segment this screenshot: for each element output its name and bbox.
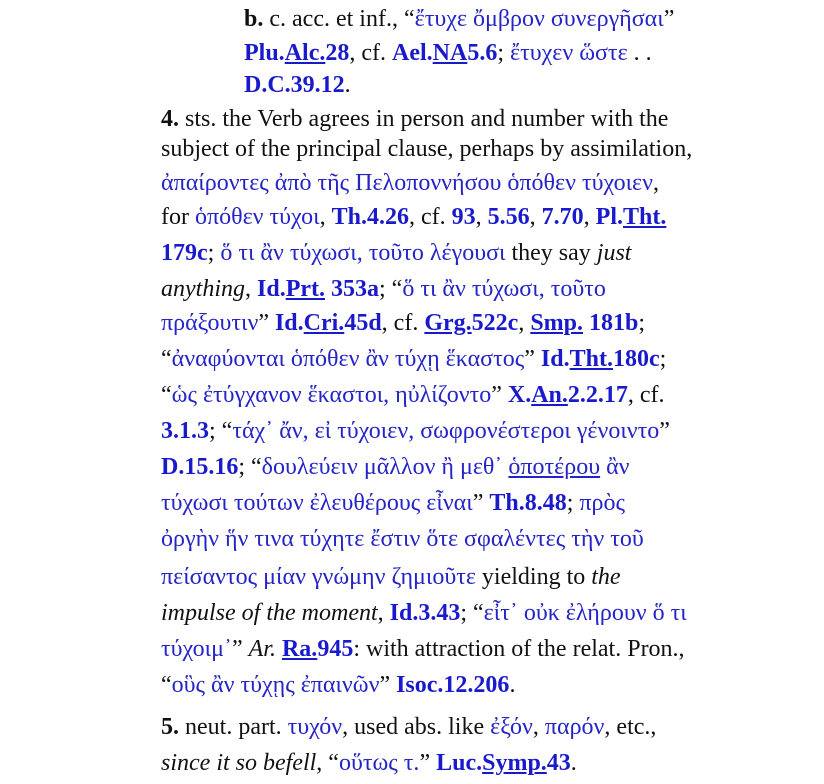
text: neut. part. xyxy=(179,714,288,740)
ref-link[interactable]: D.C.39.12 xyxy=(244,72,345,98)
greek-underlined: ὁποτέρου xyxy=(508,454,601,480)
ref-link[interactable]: D.15.16 xyxy=(161,454,239,480)
greek-text: ἀναφύονται ὁπόθεν ἂν τύχῃ ἕκαστος xyxy=(171,346,525,372)
text: ” xyxy=(231,636,249,662)
ref-link[interactable]: 28 xyxy=(325,40,350,66)
text: “ xyxy=(161,672,172,698)
text: . xyxy=(344,72,351,98)
ref-link[interactable]: Tht. xyxy=(569,346,613,372)
line-12 xyxy=(161,378,665,412)
greek-text: ὀργὴν ἥν τινα τύχητε ἔστιν ὅτε σφαλέντες τὴν τοῦ xyxy=(161,526,644,552)
text: : with attraction of the relat. Pron., xyxy=(353,636,685,662)
line-17 xyxy=(161,560,621,594)
italic-text: anything xyxy=(161,276,245,302)
text: ” xyxy=(419,750,437,776)
line-21 xyxy=(161,710,656,744)
ref-link[interactable]: NA xyxy=(432,40,468,66)
ref-link[interactable]: Grg. xyxy=(424,310,472,336)
ref-link[interactable]: 522c xyxy=(471,310,519,336)
italic-text: the xyxy=(591,564,621,590)
greek-text: ὡς ἐτύγχανον ἕκαστοι, ηὐλίζοντο xyxy=(171,382,492,408)
greek-text: τύχωσι τούτων ἐλευθέρους εἶναι xyxy=(161,490,473,516)
line-22 xyxy=(161,746,577,780)
ref-link[interactable]: Pl. xyxy=(595,204,623,230)
line-13 xyxy=(161,414,670,448)
ref-link[interactable]: Symp. xyxy=(482,750,547,776)
greek-text: παρόν xyxy=(544,714,605,740)
text: ; “ xyxy=(238,454,262,480)
greek-text: πράξουτιν xyxy=(161,310,259,336)
line-19 xyxy=(161,632,685,666)
line-16 xyxy=(161,522,644,556)
text: ” xyxy=(472,490,490,516)
line-1 xyxy=(244,2,674,36)
greek-text: ἀπαίροντες ἀπὸ τῆς Πελοποννήσου ὁπόθεν τύχοιεν xyxy=(161,170,653,196)
line-10 xyxy=(161,306,645,340)
text: ” xyxy=(659,418,670,444)
italic-text: just xyxy=(596,240,632,266)
text: , cf. xyxy=(349,40,392,66)
line-11 xyxy=(161,342,666,376)
text: , xyxy=(245,276,257,302)
ref-link[interactable]: Prt. xyxy=(285,276,325,302)
text: , used abs. like xyxy=(342,714,491,740)
ref-link[interactable]: 45d xyxy=(344,310,382,336)
ref-link[interactable]: 181b xyxy=(583,310,639,336)
text: , etc., xyxy=(604,714,657,740)
line-5 xyxy=(161,132,692,166)
text: ; xyxy=(207,240,221,266)
text: , cf. xyxy=(409,204,452,230)
text: , xyxy=(377,600,390,626)
ref-link[interactable]: 945 xyxy=(317,636,354,662)
line-3 xyxy=(244,68,351,102)
text: ; xyxy=(659,346,667,372)
section-marker-4: 4. xyxy=(161,106,179,132)
greek-text: πρὸς xyxy=(579,490,625,516)
text: subject of the principal clause, perhaps by assimilation, xyxy=(161,136,693,162)
ref-link[interactable]: Smp. xyxy=(530,310,583,336)
text: , cf. xyxy=(381,310,425,336)
text: ” xyxy=(524,346,541,372)
italic-text: impulse of the moment xyxy=(161,600,378,626)
ref-link[interactable]: 93 xyxy=(451,204,476,230)
line-15 xyxy=(161,486,625,520)
ref-link[interactable]: 2.2.17 xyxy=(567,382,628,408)
text: , “ xyxy=(316,750,339,776)
greek-text: τυχόν xyxy=(287,714,343,740)
text: for xyxy=(161,204,195,230)
ref-link[interactable]: Luc. xyxy=(436,750,483,776)
ref-link[interactable]: 353a xyxy=(325,276,379,302)
greek-text: οὕτως τ. xyxy=(338,750,420,776)
text: , xyxy=(583,204,596,230)
line-14 xyxy=(161,450,630,484)
line-9 xyxy=(161,272,606,306)
text: , xyxy=(518,310,531,336)
section-marker-b: b. xyxy=(244,6,264,32)
greek-text: δουλεύειν μᾶλλον ἢ μεθ᾽ xyxy=(261,454,509,480)
text: ” xyxy=(379,672,397,698)
section-marker-5: 5. xyxy=(161,714,179,740)
text: ; xyxy=(497,40,510,66)
text: sts. the Verb agrees in person and number with the xyxy=(179,106,669,132)
ref-link[interactable]: Cri. xyxy=(303,310,345,336)
text: , xyxy=(532,714,545,740)
greek-text: ὅ τι ἂν τύχωσι, τοῦτο xyxy=(402,276,606,302)
ref-link[interactable]: Th.4.26 xyxy=(331,204,409,230)
ref-link[interactable]: An. xyxy=(531,382,568,408)
text: , cf. xyxy=(627,382,665,408)
line-2 xyxy=(244,36,652,70)
text: , xyxy=(475,204,488,230)
line-7 xyxy=(161,200,666,234)
text: ; xyxy=(638,310,646,336)
ref-link[interactable]: Plu. xyxy=(244,40,285,66)
ref-link[interactable]: X. xyxy=(507,382,532,408)
line-20 xyxy=(161,668,515,702)
text: , xyxy=(653,170,659,196)
line-18 xyxy=(161,596,687,630)
text: ; “ xyxy=(379,276,403,302)
ref-link[interactable]: 5.6 xyxy=(467,40,498,66)
greek-text: ὅ τι ἂν τύχωσι, τοῦτο λέγουσι xyxy=(220,240,506,266)
greek-text: ἂν xyxy=(600,454,630,480)
ref-link[interactable]: 3.1.3 xyxy=(161,418,209,444)
ref-link[interactable]: Ra. xyxy=(281,636,318,662)
line-8 xyxy=(161,236,631,270)
greek-text: οὓς ἂν τύχῃς ἐπαινῶν xyxy=(171,672,380,698)
greek-text: ἐξόν xyxy=(490,714,533,740)
text: they say xyxy=(505,240,597,266)
text: , xyxy=(529,204,542,230)
text: ; xyxy=(566,490,580,516)
greek-text: ὁπόθεν τύχοι xyxy=(194,204,320,230)
line-4 xyxy=(161,102,668,136)
ref-link[interactable]: 7.70 xyxy=(541,204,584,230)
greek-text: εἶτ᾽ οὐκ ἐλήρουν ὅ τι xyxy=(483,600,687,626)
text: ” xyxy=(258,310,275,336)
text: . . xyxy=(627,40,652,66)
text: ; “ xyxy=(460,600,484,626)
greek-text: τύχοιμ᾽ xyxy=(161,636,232,662)
author-abbrev: Ar. xyxy=(248,636,276,662)
ref-link[interactable]: 180c xyxy=(612,346,660,372)
ref-link[interactable]: 179c xyxy=(161,240,208,266)
line-6 xyxy=(161,166,659,200)
greek-text: τάχ᾽ ἄν, εἰ τύχοιεν, σωφρονέστεροι γένοιντο xyxy=(232,418,660,444)
ref-link[interactable]: 5.56 xyxy=(487,204,530,230)
text: “ xyxy=(161,382,172,408)
text: “ xyxy=(161,346,172,372)
text: yielding to xyxy=(475,564,592,590)
ref-link[interactable]: Id. xyxy=(274,310,304,336)
ref-link[interactable]: Alc. xyxy=(284,40,326,66)
greek-text: πείσαντος μίαν γνώμην ζημιοῦτε xyxy=(161,564,476,590)
greek-text: ἔτυχεν ὥστε xyxy=(510,40,628,66)
ref-link[interactable]: Id. xyxy=(257,276,286,302)
text: , xyxy=(319,204,332,230)
ref-link[interactable]: Id.3.43 xyxy=(389,600,461,626)
text: . xyxy=(509,672,516,698)
ref-link[interactable]: Th.8.48 xyxy=(489,490,567,516)
greek-quote: ἔτυχε ὄμβρον συνεργῆσαι xyxy=(414,6,664,32)
ref-link[interactable]: 43 xyxy=(546,750,571,776)
text: ” xyxy=(491,382,508,408)
text: ; “ xyxy=(209,418,233,444)
text: ” xyxy=(663,6,675,32)
ref-link[interactable]: Tht. xyxy=(622,204,667,230)
ref-link[interactable]: Ael. xyxy=(392,40,433,66)
ref-link[interactable]: Isoc.12.206 xyxy=(396,672,510,698)
ref-link[interactable]: Id. xyxy=(540,346,570,372)
italic-text: since it so befell xyxy=(161,750,317,776)
text: . xyxy=(570,750,577,776)
text: c. acc. et inf., “ xyxy=(263,6,415,32)
